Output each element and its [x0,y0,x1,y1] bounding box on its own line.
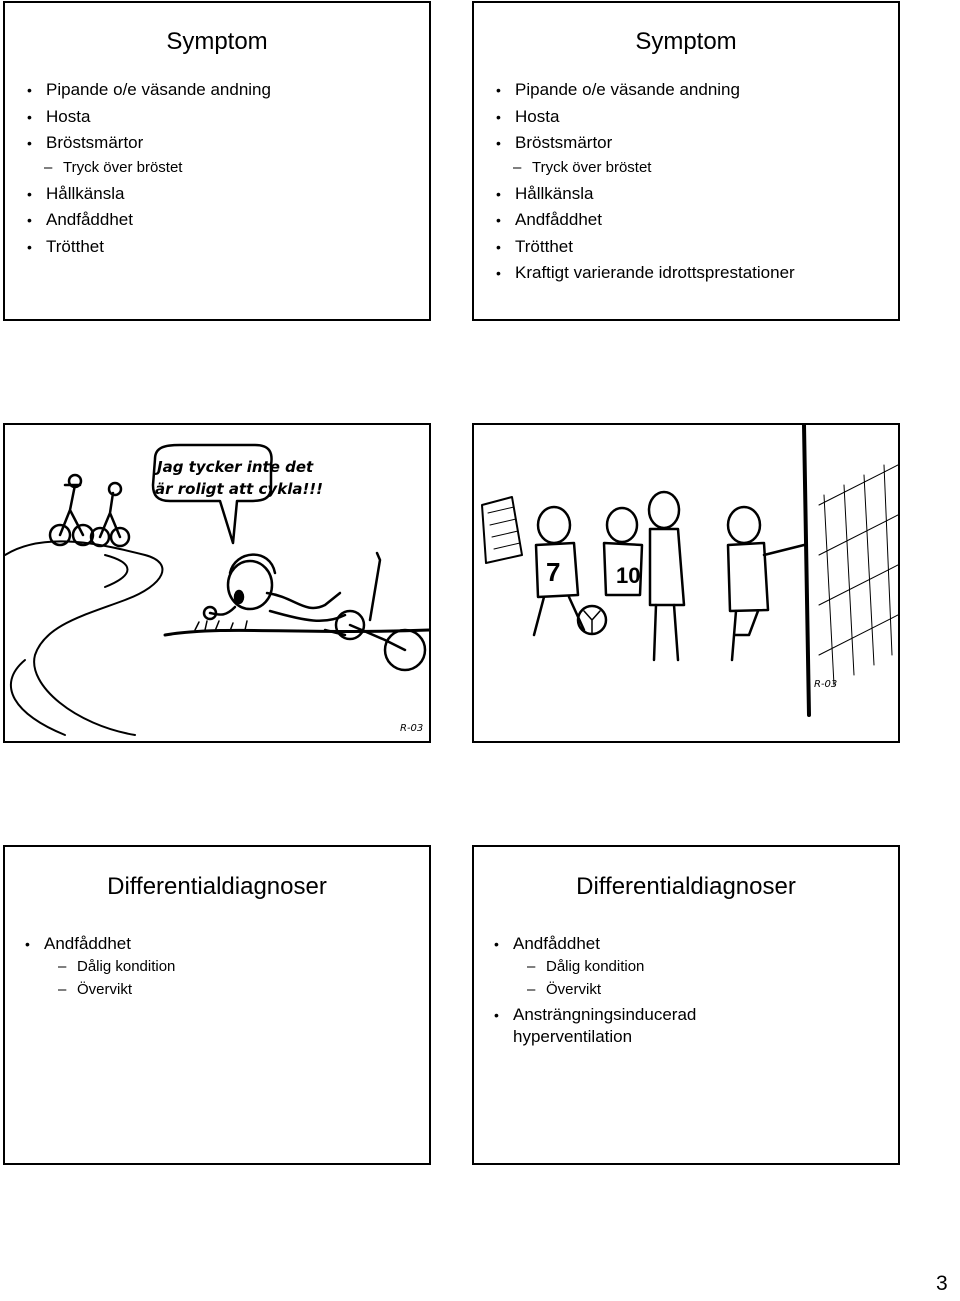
sub-bullet-item: – Övervikt [25,981,175,999]
bullet-item: • Hållkänsla [496,183,795,205]
ground-line [165,630,429,635]
bullet-item: • Trötthet [27,236,271,258]
sub-bullet-item: – Övervikt [494,981,733,999]
bullet-item: • Trötthet [496,236,795,258]
bullet-item: • Hosta [496,106,795,128]
sub-bullet-item: – Tryck över bröstet [496,159,795,177]
artist-signature: R-03 [814,679,838,690]
page-number: 3 [936,1272,948,1295]
sub-bullet-item: – Tryck över bröstet [27,159,271,177]
bullet-item: • Kraftigt varierande idrottsprestationer [496,262,795,284]
bullet-item: • Andfåddhet [27,209,271,231]
slide-differential-2 [472,845,900,1165]
goal-right [804,425,898,715]
road-edge [105,555,128,587]
bullet-list [25,933,175,1004]
bullet-item: • Andfåddhet [494,933,733,955]
shirt-number-7: 7 [546,557,561,587]
bullet-list [27,79,271,262]
road-edge [5,541,162,735]
bullet-item: • Pipande o/e väsande andning [496,79,795,101]
slide-symptom-2 [472,1,900,321]
bullet-list [496,79,795,289]
slide-title: Symptom [166,28,268,55]
goal-left [482,497,522,563]
fallen-boy [204,555,345,621]
slide-title: Differentialdiagnoser [107,873,327,900]
slide-cartoon-cycling [3,423,431,743]
football-cartoon-illustration [474,425,898,741]
speech-line-1: Jag tycker inte det [157,458,314,476]
bullet-item: • Bröstsmärtor [27,132,271,154]
bullet-item: • Hållkänsla [27,183,271,205]
bullet-item: • Hosta [27,106,271,128]
bullet-list [494,933,733,1051]
slide-cartoon-football [472,423,900,743]
slide-title: Symptom [635,28,737,55]
road-edge [11,660,65,735]
artist-signature: R-03 [400,723,424,734]
sub-bullet-item: – Dålig kondition [25,958,175,976]
fallen-bicycle [325,553,425,670]
distant-cyclists [50,475,129,546]
slide-differential-1 [3,845,431,1165]
sub-bullet-item: – Dålig kondition [494,958,733,976]
speech-line-2: är roligt att cykla!!! [155,480,323,498]
bullet-item: • Ansträngningsinducerad hyperventilation [494,1004,733,1048]
players-group [534,492,804,660]
slide-symptom-1 [3,1,431,321]
bullet-item: • Andfåddhet [496,209,795,231]
bullet-item: • Andfåddhet [25,933,175,955]
bullet-item: • Bröstsmärtor [496,132,795,154]
slide-title: Differentialdiagnoser [576,873,796,900]
cycling-cartoon-illustration [5,425,429,741]
shirt-number-10: 10 [616,563,641,588]
bullet-item: • Pipande o/e väsande andning [27,79,271,101]
